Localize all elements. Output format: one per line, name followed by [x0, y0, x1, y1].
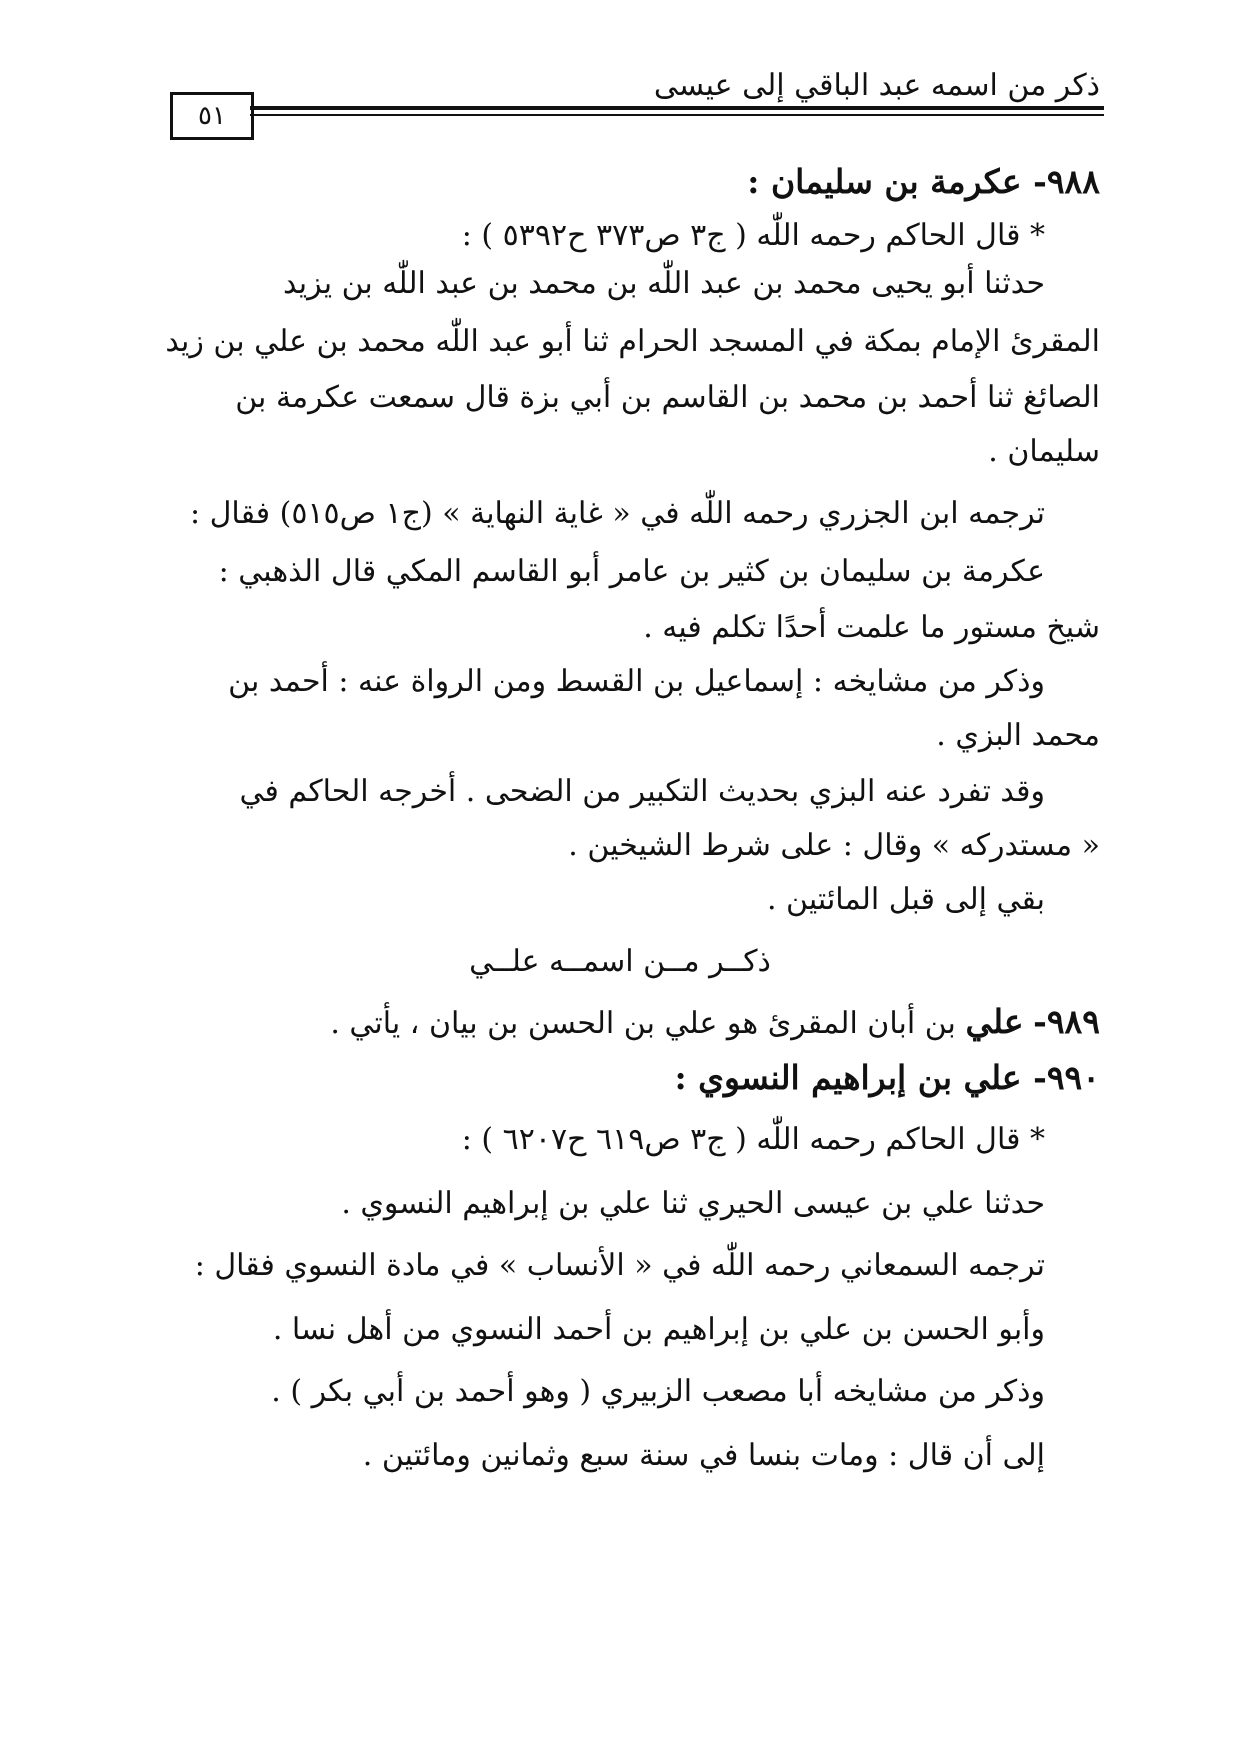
jazari-reference: ترجمه ابن الجزري رحمه اللّٰه في « غاية النهاية » (ج١ ص٥١٥) فقال : [189, 496, 1045, 531]
baqi-line: بقي إلى قبل المائتين . [766, 882, 1045, 917]
section-title: ذكــر مــن اسمــه علــي [469, 944, 771, 979]
teachers-line: محمد البزي . [936, 718, 1100, 753]
isnad-line: الصائغ ثنا أحمد بن محمد بن القاسم بن أبي بزة قال سمعت عكرمة بن [235, 380, 1100, 415]
biography-line: شيخ مستور ما علمت أحدًا تكلم فيه . [643, 610, 1100, 645]
isnad-line: سليمان . [988, 434, 1100, 469]
entry-989 [170, 1002, 1100, 1044]
isnad-line: حدثنا أبو يحيى محمد بن عبد اللّٰه بن محمد بن عبد اللّٰه بن يزيد [283, 266, 1045, 301]
isnad-line: حدثنا علي بن عيسى الحيري ثنا علي بن إبراهيم النسوي . [341, 1186, 1045, 1221]
hakim-reference: * قال الحاكم رحمه اللّٰه ( ج٣ ص٦١٩ ح٦٢٠٧ ) : [461, 1122, 1045, 1157]
header-rule [250, 106, 1104, 110]
entry-heading-988: ٩٨٨- عكرمة بن سليمان : [747, 162, 1100, 201]
tafarrud-line: وقد تفرد عنه البزي بحديث التكبير من الضحى . أخرجه الحاكم في [239, 774, 1045, 809]
running-header: ذكر من اسمه عبد الباقي إلى عيسى [653, 68, 1100, 103]
tafarrud-line: « مستدركه » وقال : على شرط الشيخين . [568, 828, 1100, 863]
header-rule-thin [250, 114, 1104, 116]
isnad-line: المقرئ الإمام بمكة في المسجد الحرام ثنا أبو عبد اللّٰه محمد بن علي بن زيد [165, 324, 1100, 359]
entry-text-989: بن أبان المقرئ هو علي بن الحسن بن بيان ، يأتي . [330, 1006, 956, 1041]
biography-line: عكرمة بن سليمان بن كثير بن عامر أبو القاسم المكي قال الذهبي : [218, 554, 1045, 589]
death-line: إلى أن قال : ومات بنسا في سنة سبع وثمانين ومائتين . [362, 1438, 1045, 1473]
entry-number-989: ٩٨٩- [1033, 1002, 1100, 1041]
biography-line: وأبو الحسن بن علي بن إبراهيم بن أحمد النسوي من أهل نسا . [272, 1312, 1045, 1347]
entry-name-989: علي [965, 1002, 1024, 1041]
teachers-line: وذكر من مشايخه أبا مصعب الزبيري ( وهو أحمد بن أبي بكر ) . [271, 1374, 1045, 1409]
teachers-line: وذكر من مشايخه : إسماعيل بن القسط ومن الرواة عنه : أحمد بن [228, 664, 1045, 699]
hakim-reference: * قال الحاكم رحمه اللّٰه ( ج٣ ص٣٧٣ ح٥٣٩٢ ) : [461, 218, 1045, 253]
page-number: ٥١ [170, 92, 254, 140]
samani-reference: ترجمه السمعاني رحمه اللّٰه في « الأنساب » في مادة النسوي فقال : [194, 1248, 1045, 1283]
entry-heading-990: ٩٩٠- علي بن إبراهيم النسوي : [674, 1058, 1100, 1097]
